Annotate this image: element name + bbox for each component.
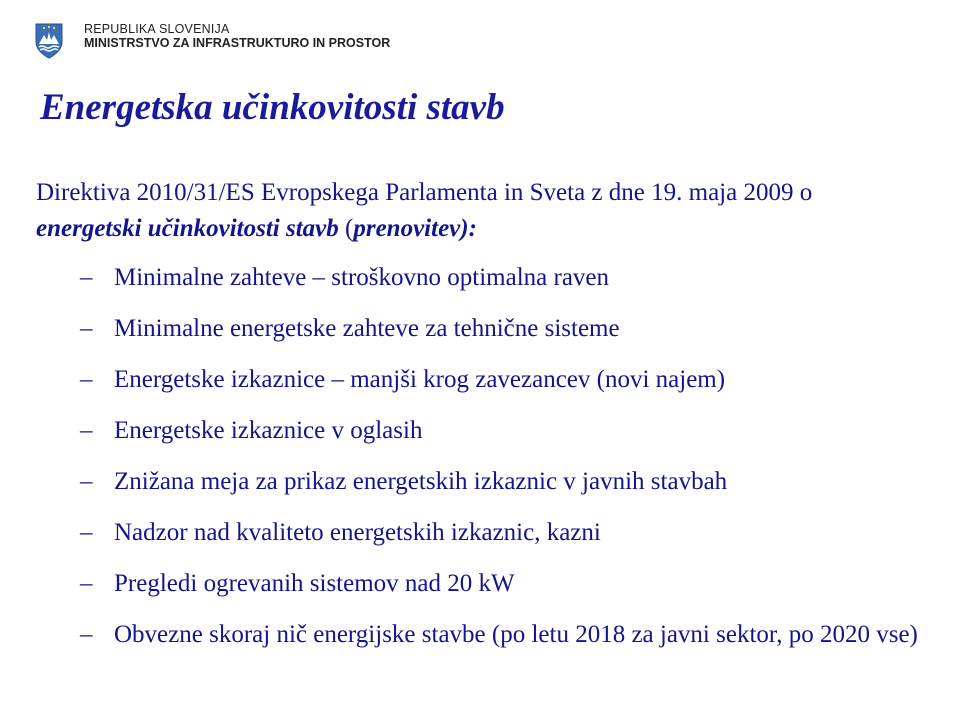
list-item-text: Energetske izkaznice v oglasih: [114, 417, 423, 444]
bullet-dash: –: [80, 468, 93, 495]
list-item: [80, 311, 920, 347]
intro-text: Direktiva 2010/31/ES Evropskega Parlamenta in Sveta z dne 19. maja 2009 o: [36, 179, 813, 206]
list-item: [80, 566, 920, 602]
slovenian-coat-of-arms-icon: [34, 22, 64, 60]
bullet-dash: –: [80, 519, 93, 546]
intro-paragraph: [36, 175, 916, 247]
directive-points-list: [80, 260, 920, 668]
bullet-dash: –: [80, 264, 93, 291]
list-item: [80, 413, 920, 449]
list-item: [80, 260, 920, 296]
bullet-dash: –: [80, 417, 93, 444]
bullet-dash: –: [80, 366, 93, 393]
bullet-dash: –: [80, 621, 93, 648]
intro-emphasis: energetski učinkovitosti stavb: [36, 215, 339, 242]
bullet-dash: –: [80, 315, 93, 342]
org-line-2: MINISTRSTVO ZA INFRASTRUKTURO IN PROSTOR: [84, 36, 391, 50]
intro-emphasis-2: prenovitev: [353, 215, 461, 242]
list-item-text: Energetske izkaznice – manjši krog zavezancev (novi najem): [114, 366, 726, 393]
list-item: [80, 515, 920, 551]
list-item: [80, 617, 920, 653]
list-item: [80, 464, 920, 500]
org-line-1: REPUBLIKA SLOVENIJA: [84, 22, 230, 36]
list-item-text: Pregledi ogrevanih sistemov nad 20 kW: [114, 570, 515, 597]
bullet-dash: –: [80, 570, 93, 597]
ministry-name: [84, 22, 390, 50]
list-item: [80, 362, 920, 398]
list-item-text: Obvezne skoraj nič energijske stavbe (po letu 2018 za javni sektor, po 2020 vse): [114, 621, 918, 648]
ministry-header: [34, 22, 390, 60]
list-item-text: Minimalne energetske zahteve za tehnične sisteme: [114, 315, 620, 342]
intro-end: ):: [460, 215, 477, 242]
list-item-text: Minimalne zahteve – stroškovno optimalna raven: [114, 264, 610, 291]
list-item-text: Nadzor nad kvaliteto energetskih izkaznic, kazni: [114, 519, 601, 546]
slide-title: Energetska učinkovitosti stavb: [40, 87, 505, 128]
intro-paren-open: (: [338, 215, 354, 242]
list-item-text: Znižana meja za prikaz energetskih izkaznic v javnih stavbah: [114, 468, 728, 495]
